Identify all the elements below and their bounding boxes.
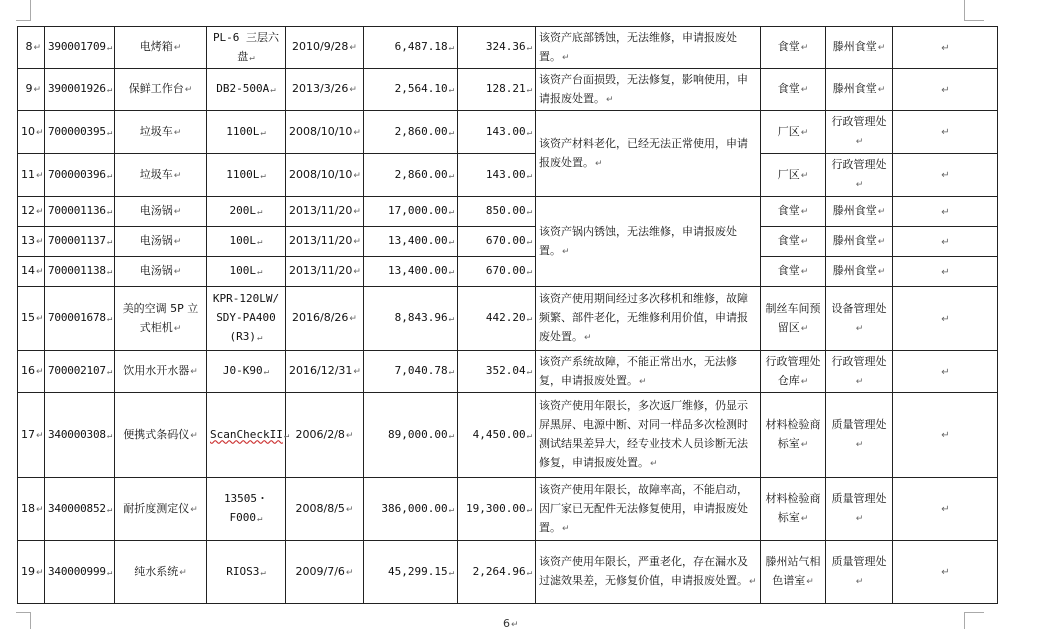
location: 材料检验商标室 bbox=[765, 418, 821, 450]
table-row: 18↵ 340000852↵ 耐折度测定仪↵ 13505・F000↵ 2008/8/5↵ 386,000.00↵ 19,300.00↵ 该资产使用年限长，故障率高，不能启动，因厂家已无配件无法修复使用，申请报废处置。↵ 材料检验商标室↵ 质量管理处↵ ↵ bbox=[18, 478, 998, 541]
managing-unit: 行政管理处 bbox=[831, 115, 887, 128]
asset-name: 电汤锅 bbox=[139, 204, 173, 217]
acquire-date: 2013/3/26 bbox=[292, 82, 349, 95]
table-row: 16↵ 700002107↵ 饮用水开水器↵ J0-K90↵ 2016/12/31↵ 7,040.78↵ 352.04↵ 该资产系统故障，不能正常出水，无法修复，申请报废处置。↵ 行政管理处仓库↵ 行政管理处↵ ↵ bbox=[18, 351, 998, 393]
location: 厂区 bbox=[777, 167, 800, 181]
original-value: 13,400.00 bbox=[387, 264, 448, 277]
empty-cell: ↵ bbox=[893, 541, 998, 604]
disposal-reason: 该资产锅内锈蚀，无法维修，申请报废处置。 bbox=[539, 224, 737, 257]
table-row: 8↵ 390001709↵ 电烤箱↵ PL-6 三层六盘↵ 2010/9/28↵ 6,487.18↵ 324.36↵ 该资产底部锈蚀，无法维修，申请报废处置。↵ 食堂↵ 滕州食堂↵ ↵ bbox=[18, 27, 998, 69]
managing-unit: 滕州食堂 bbox=[832, 204, 877, 217]
asset-code: 700002107 bbox=[48, 364, 106, 377]
table-row: 13↵ 700001137↵ 电汤锅↵ 100L↵ 2013/11/20↵ 13,400.00↵ 670.00↵ 食堂↵ 滕州食堂↵ ↵ bbox=[18, 227, 998, 257]
empty-cell: ↵ bbox=[893, 69, 998, 111]
managing-unit: 质量管理处 bbox=[831, 555, 887, 568]
asset-model: 100L bbox=[229, 264, 257, 277]
row-number: 11 bbox=[21, 167, 35, 181]
empty-cell: ↵ bbox=[893, 287, 998, 351]
disposal-reason: 该资产使用年限长，故障率高，不能启动，因厂家已无配件无法修复使用，申请报废处置。 bbox=[539, 482, 748, 534]
row-number: 15 bbox=[21, 311, 35, 324]
managing-unit: 行政管理处 bbox=[831, 354, 887, 368]
empty-cell: ↵ bbox=[893, 154, 998, 197]
asset-name: 垃圾车 bbox=[139, 124, 173, 138]
managing-unit: 滕州食堂 bbox=[832, 40, 877, 53]
asset-code: 340000852 bbox=[48, 501, 106, 515]
row-number: 9 bbox=[25, 82, 33, 95]
location: 材料检验商标室 bbox=[765, 492, 821, 524]
asset-model: 13505・F000 bbox=[223, 492, 269, 524]
disposal-reason: 该资产材料老化，已经无法正常使用，申请报废处置。 bbox=[539, 136, 748, 169]
page-number: 6↵ bbox=[503, 617, 519, 630]
original-value: 7,040.78 bbox=[394, 364, 448, 377]
table-row: 11↵ 700000396↵ 垃圾车↵ 1100L↵ 2008/10/10↵ 2,860.00↵ 143.00↵ 厂区↵ 行政管理处↵ ↵ bbox=[18, 154, 998, 197]
disposal-reason: 该资产使用年限长，多次返厂维修，仍显示屏黑屏、电源中断、对同一样品多次检测时测试结果差异大，经专业技术人员诊断无法修复，申请报废处置。 bbox=[539, 399, 748, 469]
disposal-reason: 该资产使用年限长，严重老化，存在漏水及过滤效果差，无修复价值，申请报废处置。 bbox=[539, 555, 748, 587]
net-value: 19,300.00 bbox=[465, 501, 526, 515]
managing-unit: 滕州食堂 bbox=[832, 264, 877, 277]
row-number: 12 bbox=[21, 204, 35, 217]
crop-mark-top-left bbox=[30, 0, 31, 21]
asset-code: 700000396 bbox=[48, 167, 106, 181]
empty-cell: ↵ bbox=[893, 227, 998, 257]
location: 食堂 bbox=[777, 40, 800, 53]
asset-code: 700001136 bbox=[48, 204, 106, 217]
original-value: 89,000.00 bbox=[387, 427, 448, 441]
net-value: 442.20 bbox=[485, 311, 526, 324]
asset-code: 700001138 bbox=[48, 264, 106, 277]
asset-model: 1100L bbox=[226, 167, 260, 181]
crop-mark-top-right bbox=[964, 0, 965, 20]
location: 食堂 bbox=[777, 82, 800, 95]
asset-name: 便携式条码仪 bbox=[123, 427, 190, 441]
asset-model: KPR-120LW/SDY-PA400(R3) bbox=[212, 292, 280, 343]
asset-model: RIOS3 bbox=[226, 564, 260, 578]
original-value: 8,843.96 bbox=[394, 311, 448, 324]
crop-mark-bottom-right bbox=[964, 612, 965, 629]
location: 行政管理处仓库 bbox=[765, 354, 821, 387]
asset-name: 美的空调 5P 立式柜机 bbox=[122, 301, 199, 334]
asset-code: 700001678 bbox=[48, 311, 106, 324]
crop-mark-top-right-h bbox=[964, 20, 984, 21]
original-value: 6,487.18 bbox=[394, 40, 448, 53]
asset-name: 垃圾车 bbox=[139, 167, 173, 181]
location: 食堂 bbox=[777, 264, 800, 277]
net-value: 4,450.00 bbox=[472, 427, 526, 441]
acquire-date: 2013/11/20 bbox=[289, 234, 353, 247]
asset-model: PL-6 三层六盘 bbox=[212, 30, 280, 63]
row-number: 17 bbox=[21, 427, 35, 441]
disposal-reason: 该资产底部锈蚀，无法维修，申请报废处置。 bbox=[539, 30, 737, 63]
empty-cell: ↵ bbox=[893, 478, 998, 541]
managing-unit: 设备管理处 bbox=[831, 301, 887, 315]
original-value: 386,000.00 bbox=[381, 501, 448, 515]
disposal-reason: 该资产系统故障，不能正常出水，无法修复，申请报废处置。 bbox=[539, 354, 737, 387]
managing-unit: 质量管理处 bbox=[831, 492, 887, 505]
original-value: 2,564.10 bbox=[394, 82, 448, 95]
asset-model: J0-K90 bbox=[222, 364, 263, 377]
asset-model: DB2-500A bbox=[216, 82, 270, 95]
acquire-date: 2013/11/20 bbox=[289, 264, 353, 277]
net-value: 143.00 bbox=[485, 167, 526, 181]
crop-mark-bottom-right-h bbox=[964, 612, 984, 613]
table-row: 10↵ 700000395↵ 垃圾车↵ 1100L↵ 2008/10/10↵ 2,860.00↵ 143.00↵ 该资产材料老化，已经无法正常使用，申请报废处置。↵ 厂区↵ 行政管理处↵ ↵ bbox=[18, 111, 998, 154]
asset-code: 340000999 bbox=[48, 564, 106, 578]
crop-mark-bottom-left bbox=[30, 612, 31, 629]
table-row: 17↵ 340000308↵ 便携式条码仪↵ ScanCheckII↵ 2006/2/8↵ 89,000.00↵ 4,450.00↵ 该资产使用年限长，多次返厂维修，仍显示屏黑屏、电源中断、对同一样品多次检测时测试结果差异大，经专业技术人员诊断无法修复，申请报废处置。↵ 材料检验商标室↵ 质量管理处↵ ↵ bbox=[18, 393, 998, 478]
acquire-date: 2013/11/20 bbox=[289, 204, 353, 217]
empty-cell: ↵ bbox=[893, 27, 998, 69]
net-value: 143.00 bbox=[485, 124, 526, 138]
location: 厂区 bbox=[777, 124, 800, 138]
empty-cell: ↵ bbox=[893, 111, 998, 154]
crop-mark-top-left-h bbox=[16, 20, 30, 21]
row-number: 16 bbox=[21, 364, 35, 377]
acquire-date: 2008/8/5 bbox=[295, 501, 345, 515]
asset-code: 700000395 bbox=[48, 124, 106, 138]
asset-model: ScanCheckII bbox=[210, 427, 283, 441]
asset-name: 保鲜工作台 bbox=[128, 82, 184, 95]
acquire-date: 2010/9/28 bbox=[292, 40, 349, 53]
asset-name: 电烤箱 bbox=[139, 40, 173, 53]
table-row: 19↵ 340000999↵ 纯水系统↵ RIOS3↵ 2009/7/6↵ 45,299.15↵ 2,264.96↵ 该资产使用年限长，严重老化，存在漏水及过滤效果差，无修复价值，申请报废处置。↵ 滕州站气相色谱室↵ 质量管理处↵ ↵ bbox=[18, 541, 998, 604]
asset-name: 耐折度测定仪 bbox=[123, 501, 190, 515]
location: 滕州站气相色谱室 bbox=[765, 555, 821, 587]
acquire-date: 2008/10/10 bbox=[289, 167, 353, 181]
disposal-reason: 该资产台面损毁，无法修复，影响使用，申请报废处置。 bbox=[539, 72, 748, 105]
row-number: 14 bbox=[21, 264, 35, 277]
original-value: 45,299.15 bbox=[387, 564, 448, 578]
net-value: 850.00 bbox=[485, 204, 526, 217]
location: 制丝车间预留区 bbox=[765, 301, 821, 334]
acquire-date: 2006/2/8 bbox=[295, 427, 345, 441]
disposal-reason: 该资产使用期间经过多次移机和维修，故障频繁、部件老化，无维修利用价值，申请报废处置。 bbox=[539, 292, 748, 343]
asset-model: 200L bbox=[229, 204, 257, 217]
row-number: 19 bbox=[21, 564, 35, 578]
asset-code: 700001137 bbox=[48, 234, 106, 247]
row-number: 13 bbox=[21, 234, 35, 247]
asset-disposal-table bbox=[17, 26, 998, 604]
empty-cell: ↵ bbox=[893, 257, 998, 287]
row-number: 10 bbox=[21, 124, 35, 138]
location: 食堂 bbox=[777, 204, 800, 217]
asset-name: 饮用水开水器 bbox=[123, 364, 190, 377]
row-number: 18 bbox=[21, 501, 35, 515]
managing-unit: 质量管理处 bbox=[831, 418, 887, 431]
managing-unit: 滕州食堂 bbox=[832, 234, 877, 247]
asset-code: 390001926 bbox=[48, 82, 106, 95]
asset-name: 纯水系统 bbox=[134, 564, 179, 578]
acquire-date: 2016/8/26 bbox=[292, 311, 349, 324]
asset-code: 340000308 bbox=[48, 427, 106, 441]
acquire-date: 2008/10/10 bbox=[289, 124, 353, 138]
net-value: 352.04 bbox=[485, 364, 526, 377]
table-row: 12↵ 700001136↵ 电汤锅↵ 200L↵ 2013/11/20↵ 17,000.00↵ 850.00↵ 该资产锅内锈蚀，无法维修，申请报废处置。↵ 食堂↵ 滕州食堂↵ ↵ bbox=[18, 197, 998, 227]
table-row: 14↵ 700001138↵ 电汤锅↵ 100L↵ 2013/11/20↵ 13,400.00↵ 670.00↵ 食堂↵ 滕州食堂↵ ↵ bbox=[18, 257, 998, 287]
original-value: 17,000.00 bbox=[387, 204, 448, 217]
net-value: 670.00 bbox=[485, 234, 526, 247]
empty-cell: ↵ bbox=[893, 351, 998, 393]
crop-mark-bottom-left-h bbox=[16, 612, 30, 613]
asset-code: 390001709 bbox=[48, 40, 106, 53]
asset-name: 电汤锅 bbox=[139, 264, 173, 277]
net-value: 2,264.96 bbox=[472, 564, 526, 578]
net-value: 324.36 bbox=[485, 40, 526, 53]
managing-unit: 行政管理处 bbox=[831, 158, 887, 171]
table-row: 15↵ 700001678↵ 美的空调 5P 立式柜机↵ KPR-120LW/SDY-PA400(R3)↵ 2016/8/26↵ 8,843.96↵ 442.20↵ 该资产使用期间经过多次移机和维修，故障频繁、部件老化，无维修利用价值，申请报废处置。↵ 制丝车间预留区↵ 设备管理处↵ ↵ bbox=[18, 287, 998, 351]
net-value: 128.21 bbox=[485, 82, 526, 95]
location: 食堂 bbox=[777, 234, 800, 247]
asset-name: 电汤锅 bbox=[139, 234, 173, 247]
managing-unit: 滕州食堂 bbox=[832, 82, 877, 95]
acquire-date: 2016/12/31 bbox=[289, 364, 353, 377]
asset-model: 1100L bbox=[226, 124, 260, 138]
net-value: 670.00 bbox=[485, 264, 526, 277]
original-value: 13,400.00 bbox=[387, 234, 448, 247]
original-value: 2,860.00 bbox=[394, 124, 448, 138]
empty-cell: ↵ bbox=[893, 393, 998, 478]
table-row: 9↵ 390001926↵ 保鲜工作台↵ DB2-500A↵ 2013/3/26↵ 2,564.10↵ 128.21↵ 该资产台面损毁，无法修复，影响使用，申请报废处置。↵ 食堂↵ 滕州食堂↵ ↵ bbox=[18, 69, 998, 111]
row-number: 8 bbox=[25, 40, 33, 53]
original-value: 2,860.00 bbox=[394, 167, 448, 181]
empty-cell: ↵ bbox=[893, 197, 998, 227]
acquire-date: 2009/7/6 bbox=[295, 564, 345, 578]
asset-model: 100L bbox=[229, 234, 257, 247]
